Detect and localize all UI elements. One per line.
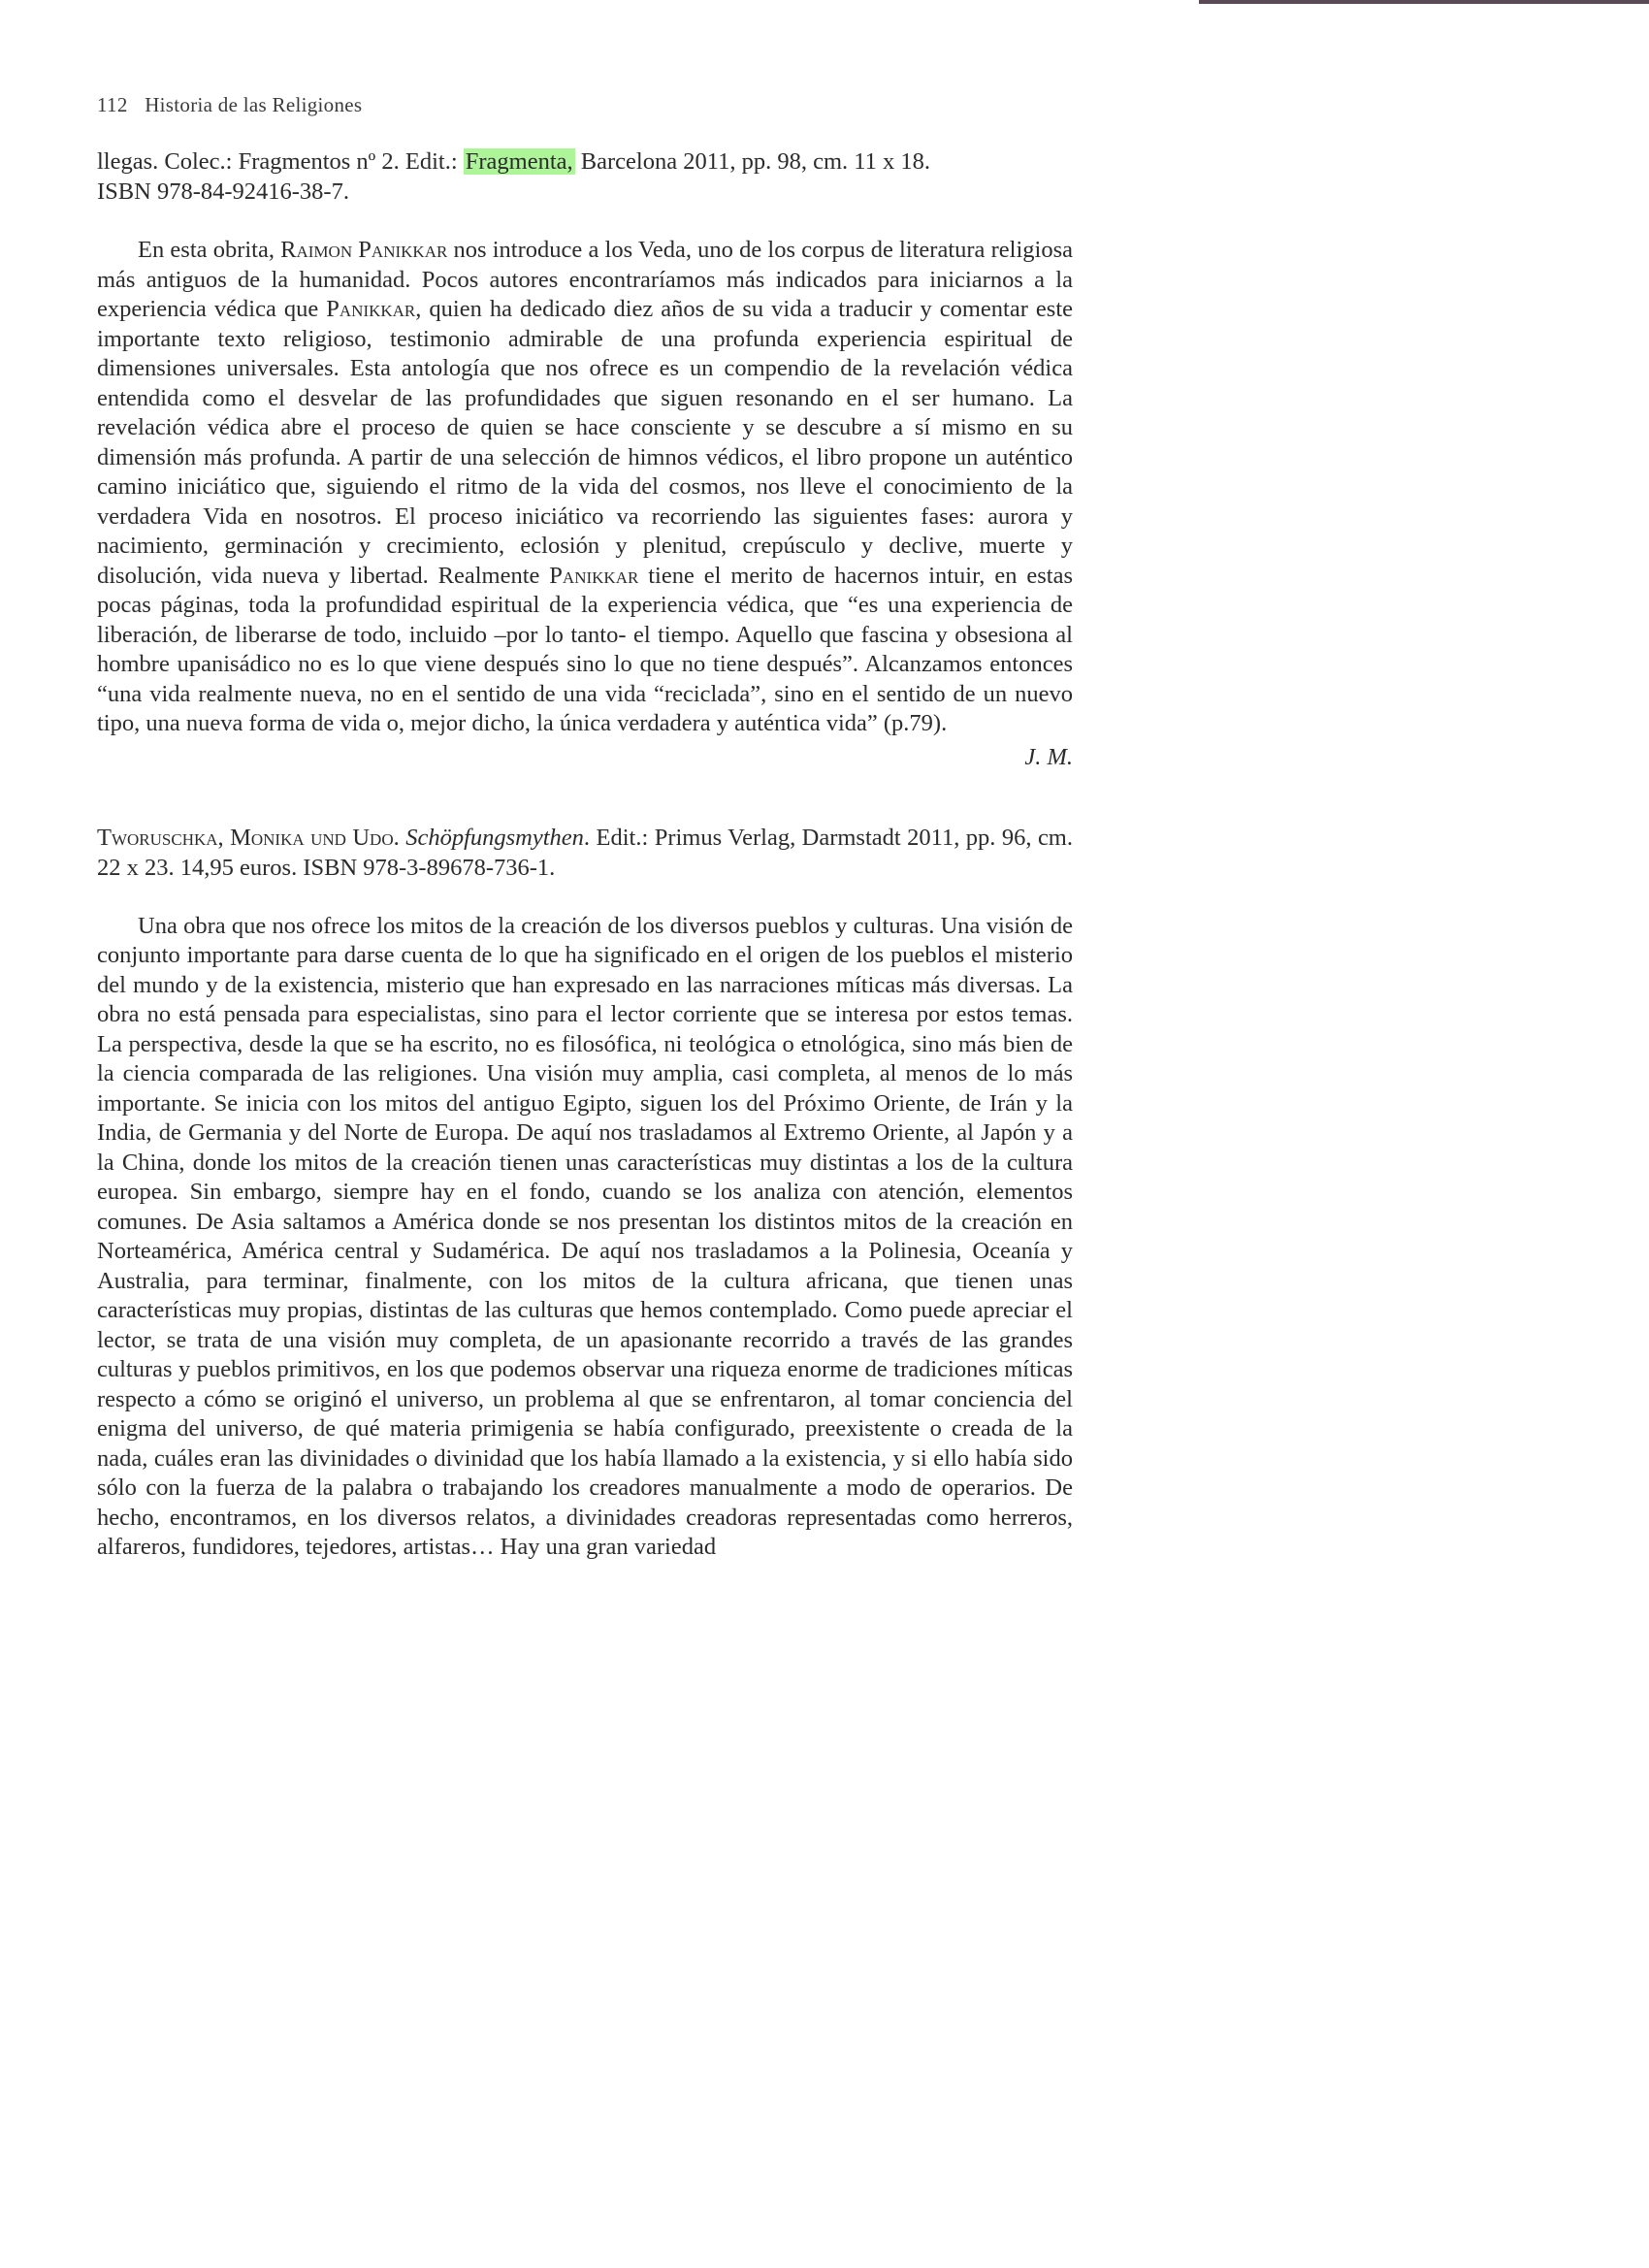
review1-paragraph xyxy=(97,236,1073,739)
review2-authors: Tworuschka, Monika und Udo. xyxy=(97,824,400,851)
author-name: Panikkar xyxy=(326,296,416,322)
review2-paragraph: Una obra que nos ofrece los mitos de la creación de los diversos pueblos y culturas. Una visión de conjunto importante para darse cuenta de lo que ha significado en el origen de los pueblos el misterio del mundo y de la existencia, misterio que han expresado en las narraciones míticas más diversas. La obra no está pensada para especialistas, sino para el lector corriente que se interesa por estos temas. La perspectiva, desde la que se ha escrito, no es filosófica, ni teológica o etnológica, sino más bien de la ciencia comparada de las religiones. Una visión muy amplia, casi completa, al menos de lo más importante. Se inicia con los mitos del antiguo Egipto, siguen los del Próximo Oriente, de Irán y la India, de Germania y del Norte de Europa. De aquí nos trasladamos al Extremo Oriente, al Japón y a la China, donde los mitos de la creación tienen unas características muy distintas a los de la cultura europea. Sin embargo, siempre hay en el fondo, cuando se los analiza con atención, elementos comunes. De Asia saltamos a América donde se nos presentan los distintos mitos de la creación en Norteamérica, América central y Sudamérica. De aquí nos trasladamos a la Polinesia, Oceanía y Australia, para terminar, finalmente, con los mitos de la cultura africana, que tienen unas características muy propias, distintas de las culturas que hemos contemplado. Como puede apreciar el lector, se trata de una visión muy completa, de un apasionante recorrido a través de las grandes culturas y pueblos primitivos, en los que podemos observar una riqueza enorme de tradiciones míticas respecto a cómo se originó el universo, un problema al que se enfrentaron, al tomar conciencia del enigma del universo, de qué materia primigenia se había configurado, preexistente o creada de la nada, cuáles eran las divinidades o divinidad que los había llamado a la existencia, y si ello había sido sólo con la fuerza de la palabra o trabajando los creadores manualmente a modo de operarios. De hecho, encontramos, en los diversos relatos, a divinidades creadoras representadas como herreros, alfareros, fundidores, tejedores, artistas… Hay una gran variedad xyxy=(97,912,1073,1560)
review1-signature: J. M. xyxy=(1024,743,1073,770)
author-name: Panikkar xyxy=(549,562,639,589)
review1-ref-part-b: Barcelona 2011, pp. 98, cm. 11 x 18. xyxy=(574,148,930,175)
page-number: 112 xyxy=(97,93,128,116)
review1-reference xyxy=(97,146,1073,207)
review2-reference xyxy=(97,823,1073,883)
review2-book-title: Schöpfungsmythen xyxy=(405,824,584,851)
review1-text-d: tiene el merito de hacernos intuir, en estas pocas páginas, toda la profundidad espiritual de la experiencia védica, que “es una experiencia de liberación, de liberarse de todo, incluido –por lo tanto- el tiempo. Aquello que fascina y obsesiona al hombre upanisádico no es lo que viene después sino lo que no tiene después”. Alcanzamos entonces “una vida realmente nueva, no en el sentido de una vida “reciclada”, sino en el sentido de un nuevo tipo, una nueva forma de vida o, mejor dicho, la única verdadera y auténtica vida” (p.79). xyxy=(97,562,1073,736)
review1-text-c: , quien ha dedicado diez años de su vida a traducir y comentar este importante texto religioso, testimonio admirable de una profunda experiencia espiritual de dimensiones universales. Esta antología que nos ofrece es un compendio de la revelación védica entendida como el desvelar de las profundidades que siguen resonando en el ser humano. La revelación védica abre el proceso de quien se hace consciente y se descubre a sí mismo en su dimensión más profunda. A partir de una selección de himnos védicos, el libro propone un auténtico camino iniciático que, siguiendo el ritmo de la vida del cosmos, nos lleve el conocimiento de la verdadera Vida en nosotros. El proceso iniciático va recorriendo las siguientes fases: aurora y nacimiento, germinación y crecimiento, eclosión y plenitud, crepúsculo y declive, muerte y disolución, vida nueva y libertad. Realmente xyxy=(97,296,1074,589)
book-page xyxy=(97,93,1073,1563)
review1-text-b: nos introduce a los Veda, uno de los corpus de literatura religiosa más antiguos de la humanidad. Pocos autores encontraríamos más indicados para iniciarnos a la experiencia védica que xyxy=(97,237,1073,322)
review2-ref-rest: . Edit.: Primus Verlag, Darmstadt 2011, pp. 96, cm. 22 x 23. 14,95 euros. ISBN 978-3-89678-736-1. xyxy=(97,824,1073,881)
review1-text-a: En esta obrita, xyxy=(138,237,281,263)
review1-isbn: ISBN 978-84-92416-38-7. xyxy=(97,178,349,205)
running-header xyxy=(97,93,1073,117)
review1-ref-part-a: llegas. Colec.: Fragmentos nº 2. Edit.: xyxy=(97,148,464,175)
running-title: Historia de las Religiones xyxy=(145,93,363,116)
scan-edge-line xyxy=(1199,0,1649,4)
publisher-highlight: Fragmenta, xyxy=(465,148,573,175)
author-name: Raimon Panikkar xyxy=(280,237,448,263)
